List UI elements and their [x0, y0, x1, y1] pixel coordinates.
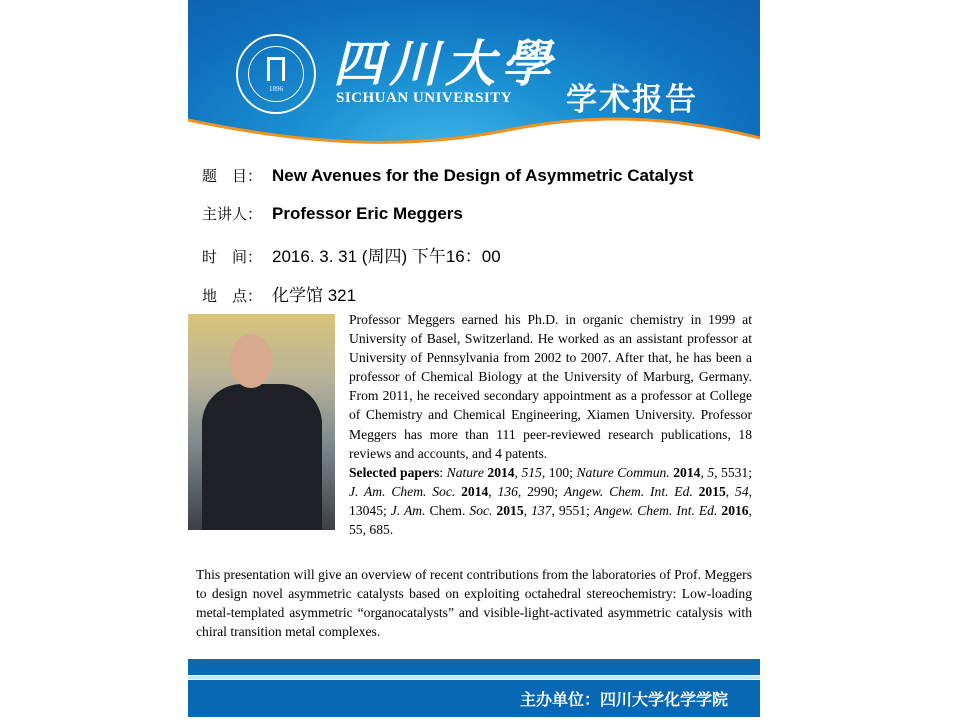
- papers-label: Selected papers: [349, 464, 440, 480]
- paper-citation-part: 2015: [496, 502, 524, 518]
- info-time: [202, 242, 501, 267]
- paper-citation-part: 54: [735, 483, 749, 499]
- paper-citation-part: Chem.: [425, 502, 470, 518]
- speaker-label: 主讲人：: [202, 205, 263, 223]
- paper-citation-part: 100;: [545, 464, 577, 480]
- speaker-bio: [349, 310, 752, 539]
- time-value: 2016. 3. 31 (周四) 下午16：00: [272, 247, 501, 266]
- paper-citation-part: ,: [523, 502, 532, 518]
- info-topic: [202, 165, 693, 186]
- paper-citation-part: ,: [514, 464, 522, 480]
- paper-citation-part: ,: [488, 483, 498, 499]
- speaker-value: Professor Eric Meggers: [272, 204, 463, 223]
- paper-citation-part: 2014: [461, 483, 489, 499]
- paper-citation-part: Angew. Chem. Int. Ed.: [593, 502, 718, 518]
- info-speaker: [202, 203, 463, 224]
- report-title: 学术报告: [566, 82, 698, 118]
- paper-citation-part: 2015: [698, 483, 726, 499]
- paper-citation-part: ,: [725, 483, 736, 499]
- paper-citation-part: J. Am.: [390, 502, 426, 518]
- info-location: [202, 281, 356, 306]
- university-name-en: SICHUAN UNIVERSITY: [336, 90, 513, 106]
- footer-bar: [188, 680, 760, 717]
- paper-citation-part: , 5531;: [714, 464, 753, 480]
- paper-citation-part: 2016: [721, 502, 749, 518]
- paper-citation-part: 2014: [487, 464, 515, 480]
- paper-citation-part: 2014: [673, 464, 701, 480]
- topic-label: 题 目：: [202, 167, 263, 185]
- university-name-cn: 四川大學: [333, 34, 557, 93]
- footer-bar-top: [188, 659, 760, 675]
- seal-year: 1896: [269, 85, 283, 93]
- location-label: 地 点：: [202, 287, 263, 305]
- abstract: This presentation will give an overview of recent contributions from the laboratories of Prof. Meggers to design novel asymmetric catalysts based on exploiting octahedral stereochemistry: Low-loading metal-templated asymmetric “organocatalysts” and visible-light-activated asymmetric catalysis with chiral transition metal complexes.: [196, 567, 752, 640]
- selected-papers: [349, 465, 752, 537]
- footer-divider: [188, 676, 760, 679]
- paper-citation-part: , 55, 685.: [349, 502, 752, 538]
- paper-citation-part: 515,: [521, 464, 546, 480]
- paper-citation-part: 137: [531, 502, 552, 518]
- paper-citation-part: Soc.: [469, 502, 493, 518]
- paper-citation-part: J. Am. Chem. Soc.: [349, 483, 456, 499]
- topic-value: New Avenues for the Design of Asymmetric Catalyst: [272, 166, 694, 185]
- paper-citation-part: :: [439, 464, 447, 480]
- paper-citation-part: , 9551;: [551, 502, 594, 518]
- poster: [188, 0, 760, 720]
- header-banner: [188, 0, 760, 150]
- paper-citation-part: , 13045;: [349, 483, 753, 518]
- paper-citation-part: Nature Commun.: [576, 464, 670, 480]
- paper-citation-part: , 2990;: [517, 483, 564, 499]
- speaker-photo: [188, 314, 335, 530]
- time-label: 时 间：: [202, 248, 263, 266]
- paper-citation-part: Nature: [446, 464, 484, 480]
- organizer-text: 主办单位：四川大学化学学院: [519, 690, 728, 709]
- location-value: 化学馆 321: [272, 286, 357, 305]
- paper-citation-part: 5: [707, 464, 715, 480]
- bio-text: Professor Meggers earned his Ph.D. in organic chemistry in 1999 at University of Basel, Switzerland. He worked as an assistant professor at University of Pennsylvania from 2002 to 2007. After that, he has been a professor of Chemical Biology at the University of Marburg, Germany. From 2011, he received secondary appointment as a professor at College of Chemistry and Chemical Engineering, Xiamen University. Professor Meggers has more than 111 peer-reviewed research publications, 18 reviews and accounts, and 4 patents.: [349, 312, 752, 461]
- paper-citation-part: Angew. Chem. Int. Ed.: [563, 483, 693, 499]
- paper-citation-part: 136: [497, 483, 518, 499]
- header-wave: [188, 100, 760, 150]
- paper-citation-part: ,: [700, 464, 708, 480]
